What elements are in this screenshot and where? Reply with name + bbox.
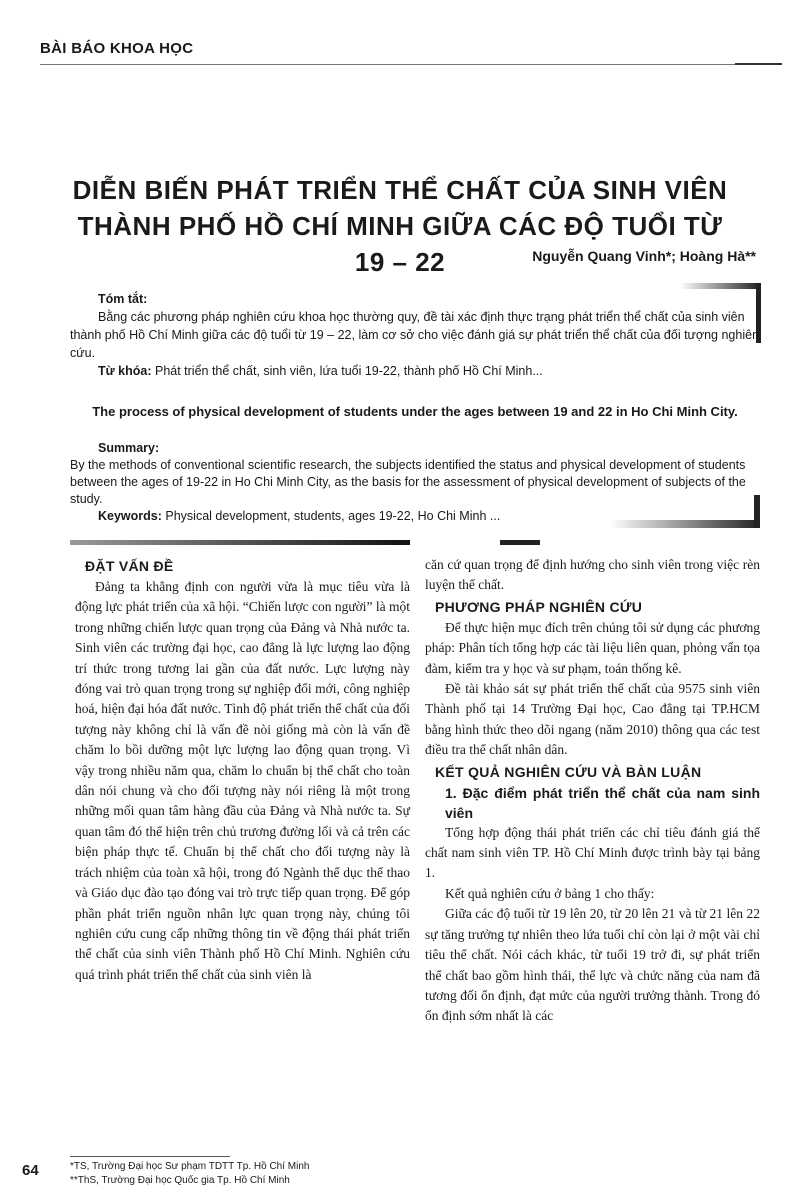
methods-paragraph-2: Đề tài khảo sát sự phát triển thể chất của 9575 sinh viên Thành phố tại 14 Trường Đại học, Cao đẳng tại TP.HCM bằng hình thức theo dõi ngang (năm 2010) thông qua các test điều tra thể chất nhân dân. bbox=[425, 681, 760, 758]
abstract-vi-text: Bằng các phương pháp nghiên cứu khoa học thường quy, đề tài xác định thực trạng phát triển thể chất của sinh viên thành phố Hồ Chí Minh giữa các độ tuổi từ 19 – 22, làm cơ sở cho việc đánh giá sự phát triển thể chất của đối tượng nghiên cứu. bbox=[70, 310, 760, 360]
methods-paragraph-1: Để thực hiện mục đích trên chúng tôi sử dụng các phương pháp: Phân tích tổng hợp các tài liệu liên quan, phỏng vấn tọa đàm, kiểm tra y học và sư phạm, toán thống kê. bbox=[425, 619, 760, 676]
abstract-english-title: The process of physical development of students under the ages between 19 and 22 in Ho Chi Minh City. bbox=[92, 404, 738, 419]
keywords-vi-value: Phát triển thể chất, sinh viên, lứa tuổi 19-22, thành phố Hồ Chí Minh... bbox=[154, 364, 543, 378]
intro-paragraph-continued: căn cứ quan trọng để định hướng cho sinh viên trong việc rèn luyện thể chất. bbox=[425, 557, 760, 593]
results-paragraph-3: Giữa các độ tuổi từ 19 lên 20, từ 20 lên 21 và từ 21 lên 22 sự tăng trưởng tự nhiên theo lứa tuổi chỉ còn lại ở một vài chỉ tiêu thể chất. Nói cách khác, từ tuổi 19 trở đi, sự phát triển thể chất bao gồm hình thái, thể lực và chức năng của nam đã tương đối ổn định, đạt mức của người trưởng thành. Trong đó ổn định sớm nhất là các bbox=[425, 906, 760, 1024]
footnote-2: **ThS, Trường Đại học Quốc gia Tp. Hồ Chí Minh bbox=[70, 1175, 290, 1186]
results-paragraph-1: Tổng hợp động thái phát triển các chỉ tiêu đánh giá thể chất nam sinh viên TP. Hồ Chí Minh được trình bày tại bảng 1. bbox=[425, 824, 760, 881]
abstract-en-text: By the methods of conventional scientific research, the subjects identified the status and physical development of students between the ages of 19-22 in Ho Chi Minh City, as the basis for the assessment of physical development of subjects of the study. bbox=[70, 458, 746, 506]
header-rule bbox=[40, 64, 782, 65]
title-line-2: THÀNH PHỐ HỒ CHÍ MINH GIỮA CÁC ĐỘ TUỔI TỪ 19 – 22 bbox=[77, 211, 723, 277]
keywords-en-value: Physical development, students, ages 19-22, Ho Chi Minh ... bbox=[165, 509, 501, 523]
footnote-rule bbox=[70, 1156, 230, 1157]
abstract-vietnamese bbox=[70, 290, 760, 380]
keywords-vi-label: Từ khóa: bbox=[98, 364, 152, 378]
footnote-1: *TS, Trường Đại học Sư phạm TDTT Tp. Hồ Chí Minh bbox=[70, 1161, 310, 1172]
abstract-en-heading: Summary: bbox=[98, 441, 160, 455]
body-column-right bbox=[425, 555, 760, 1027]
subheading-male-students: 1. Đặc điểm phát triển thể chất của nam sinh viên bbox=[445, 784, 760, 821]
abstract-frame-bottom bbox=[610, 520, 760, 528]
abstract-english bbox=[70, 440, 760, 525]
keywords-en-label: Keywords: bbox=[98, 509, 162, 523]
page-number: 64 bbox=[22, 1162, 39, 1179]
section-tag: BÀI BÁO KHOA HỌC bbox=[40, 40, 194, 57]
heading-methods: PHƯƠNG PHÁP NGHIÊN CỨU bbox=[435, 598, 643, 615]
abstract-vi-keywords bbox=[70, 362, 760, 380]
title-line-1: DIỄN BIẾN PHÁT TRIỂN THỂ CHẤT CỦA SINH VIÊN bbox=[72, 175, 728, 205]
footnotes bbox=[70, 1160, 309, 1188]
body-column-left bbox=[75, 555, 410, 985]
header-rule-accent bbox=[735, 63, 782, 65]
results-paragraph-2: Kết quả nghiên cứu ở bảng 1 cho thấy: bbox=[445, 885, 655, 901]
abstract-frame-top bbox=[680, 283, 760, 289]
intro-paragraph: Đảng ta khẳng định con người vừa là mục tiêu vừa là động lực phát triển của xã hội. “Chiến lược con người” là một trong những chiến lược quan trọng của Đảng và Nhà nước ta. Sinh viên các trường đại học, cao đẳng là lực lượng lao động trí thức trong tương lai gần của đất nước. Lực lượng này đóng vai trò quan trọng trong sự nghiệp đổi mới, công nghiệp hoá, hiện đại hóa đất nước. Tình độ phát triển thể chất của đối tượng này không chỉ là vấn đề nòi giống mà còn là vấn đề chăm lo bồi dưỡng một lực lượng lao động quan trọng. Vì vậy trong nhiều năm qua, chăm lo chuẩn bị thể chất cho toàn dân nói chung và cho đối tượng này nói riêng là một trong những mối quan tâm hàng đầu của Đảng và Nhà nước ta. Sự quan tâm đó thể hiện trên chủ trương đường lối và cả trên các biện pháp thực tế. Chuẩn bị thể chất cho đối tượng này là trách nhiệm của toàn xã hội, trong đó Ngành thể dục thể thao và Giáo dục đào tạo đóng vai trò trực tiếp quan trọng. Để góp phần phát triển nguồn nhân lực quan trọng này, chúng tôi nghiên cứu cung cấp những thông tin về động thái phát triển thể chất của sinh viên Thành phố Hồ Chí Minh. Nghiên cứu quá trình phát triển thể chất của sinh viên là bbox=[75, 579, 411, 982]
divider-mark bbox=[500, 540, 540, 545]
article-authors: Nguyễn Quang Vinh*; Hoàng Hà** bbox=[532, 248, 756, 264]
abstract-vi-heading: Tóm tắt: bbox=[98, 292, 148, 306]
heading-results: KẾT QUẢ NGHIÊN CỨU VÀ BÀN LUẬN bbox=[435, 763, 702, 780]
heading-introduction: ĐẶT VẤN ĐỀ bbox=[85, 558, 174, 574]
section-divider bbox=[70, 540, 410, 545]
